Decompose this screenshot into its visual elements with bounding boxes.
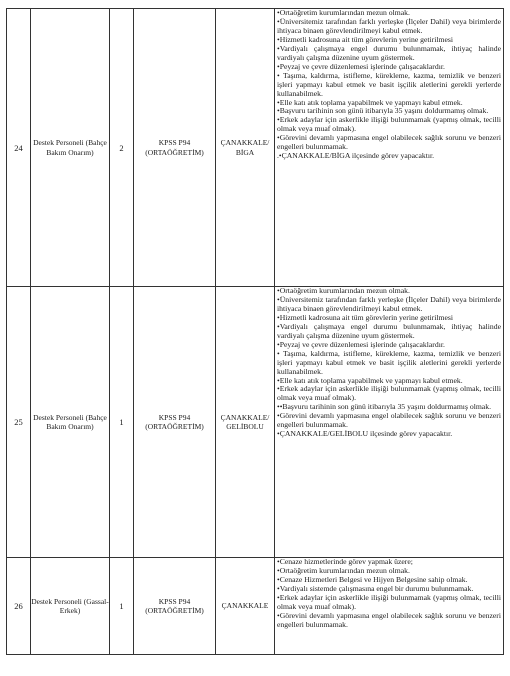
requirement-item: •Erkek adaylar için askerlikle ilişiği bulunmamak (yapmış olmak, tecilli olmak veya muaf olmak). bbox=[277, 592, 501, 611]
table-row bbox=[7, 9, 504, 287]
exam-score-type: KPSS P94 (ORTAÖĞRETİM) bbox=[134, 9, 216, 287]
requirement-item: •Cenaze hizmetlerinde görev yapmak üzere; bbox=[277, 557, 413, 566]
position-count: 1 bbox=[110, 558, 134, 655]
row-number: 25 bbox=[7, 287, 31, 558]
requirement-item: ••Başvuru tarihinin son günü itibarıyla 35 yaşını doldurmamış olmak. bbox=[277, 402, 491, 412]
requirement-item: •Ortaöğretim kurumlarından mezun olmak. bbox=[277, 286, 410, 295]
table-row bbox=[7, 287, 504, 558]
row-number: 24 bbox=[7, 9, 31, 287]
requirement-item: • Taşıma, kaldırma, istifleme, kürekleme, kazma, temizlik ve benzeri işleri yapmayı kabul etmek ve basit işçilik aletlerini gerekli yerlerde kullanabilmek. bbox=[277, 348, 501, 376]
requirement-item: •Elle katı atık toplama yapabilmek ve yapmayı kabul etmek. bbox=[277, 97, 463, 107]
requirement-item: •Vardiyalı çalışmaya engel durumu bulunmamak, ihtiyaç halinde vardiyalı çalışma düzenine uyum göstermek. bbox=[277, 43, 501, 62]
requirement-item: •Elle katı atık toplama yapabilmek ve yapmayı kabul etmek. bbox=[277, 375, 463, 385]
requirement-item: •Peyzaj ve çevre düzenlemesi işlerinde çalışacaklardır. bbox=[277, 61, 445, 71]
position-title: Destek Personeli (Bahçe Bakım Onarım) bbox=[31, 9, 110, 287]
requirements-cell bbox=[275, 558, 504, 655]
position-count: 2 bbox=[110, 9, 134, 287]
position-count: 1 bbox=[110, 287, 134, 558]
requirement-item: •Cenaze Hizmetleri Belgesi ve Hijyen Belgesine sahip olmak. bbox=[277, 574, 468, 584]
requirement-item: •Hizmetli kadrosuna ait tüm görevlerin yerine getirilmesi bbox=[277, 34, 454, 44]
exam-score-type: KPSS P94 (ORTAÖĞRETİM) bbox=[134, 558, 216, 655]
position-title: Destek Personeli (Bahçe Bakım Onarım) bbox=[31, 287, 110, 558]
requirement-item: •Hizmetli kadrosuna ait tüm görevlerin yerine getirilmesi bbox=[277, 312, 454, 322]
work-location: ÇANAKKALE bbox=[216, 558, 275, 655]
requirement-item: •Başvuru tarihinin son günü itibarıyla 35 yaşını doldurmamış olmak. bbox=[277, 106, 489, 116]
requirement-item: •Peyzaj ve çevre düzenlemesi işlerinde çalışacaklardır. bbox=[277, 339, 445, 349]
work-location: ÇANAKKALE/ BİGA bbox=[216, 9, 275, 287]
requirement-item: •Vardiyalı sistemde çalışmasına engel bir durumu bulunmamak. bbox=[277, 583, 474, 593]
requirement-item: .•ÇANAKKALE/BİGA ilçesinde görev yapacaktır. bbox=[277, 151, 435, 161]
requirement-item: •ÇANAKKALE/GELİBOLU ilçesinde görev yapacaktır. bbox=[277, 429, 453, 439]
row-number: 26 bbox=[7, 558, 31, 655]
requirements-cell bbox=[275, 287, 504, 558]
requirement-item: •Ortaöğretim kurumlarından mezun olmak. bbox=[277, 565, 410, 575]
requirement-item: •Görevini devamlı yapmasına engel olabilecek sağlık sorunu ve benzeri engelleri bulunmamak. bbox=[277, 411, 501, 430]
positions-table bbox=[6, 8, 504, 655]
position-title: Destek Personeli (Gassal-Erkek) bbox=[31, 558, 110, 655]
requirement-item: • Taşıma, kaldırma, istifleme, kürekleme, kazma, temizlik ve benzeri işleri yapmayı kabul etmek ve basit işçilik aletlerini gerekli yerlerde kullanabilmek. bbox=[277, 70, 501, 98]
requirement-item: •Erkek adaylar için askerlikle ilişiği bulunmamak (yapmış olmak, tecilli olmak veya muaf olmak). bbox=[277, 115, 501, 134]
requirement-item: •Vardiyalı çalışmaya engel durumu bulunmamak, ihtiyaç halinde vardiyalı çalışma düzenine uyum göstermek. bbox=[277, 321, 501, 340]
exam-score-type: KPSS P94 (ORTAÖĞRETİM) bbox=[134, 287, 216, 558]
requirement-item: •Görevini devamlı yapmasına engel olabilecek sağlık sorunu ve benzeri engelleri bulunmamak. bbox=[277, 133, 501, 152]
requirement-item: •Erkek adaylar için askerlikle ilişiği bulunmamak (yapmış olmak, tecilli olmak veya muaf olmak). bbox=[277, 384, 501, 403]
table-row bbox=[7, 558, 504, 655]
requirement-item: •Üniversitemiz tarafından farklı yerleşke (İlçeler Dahil) veya birimlerde ihtiyaca binaen görevlendirilmeyi kabul etmek. bbox=[277, 16, 501, 35]
work-location: ÇANAKKALE/ GELİBOLU bbox=[216, 287, 275, 558]
requirement-item: •Ortaöğretim kurumlarından mezun olmak. bbox=[277, 8, 410, 17]
requirement-item: •Üniversitemiz tarafından farklı yerleşke (İlçeler Dahil) veya birimlerde ihtiyaca binaen görevlendirilmeyi kabul etmek. bbox=[277, 294, 501, 313]
requirements-cell bbox=[275, 9, 504, 287]
requirement-item: •Görevini devamlı yapmasına engel olabilecek sağlık sorunu ve benzeri engelleri bulunmamak. bbox=[277, 610, 501, 629]
